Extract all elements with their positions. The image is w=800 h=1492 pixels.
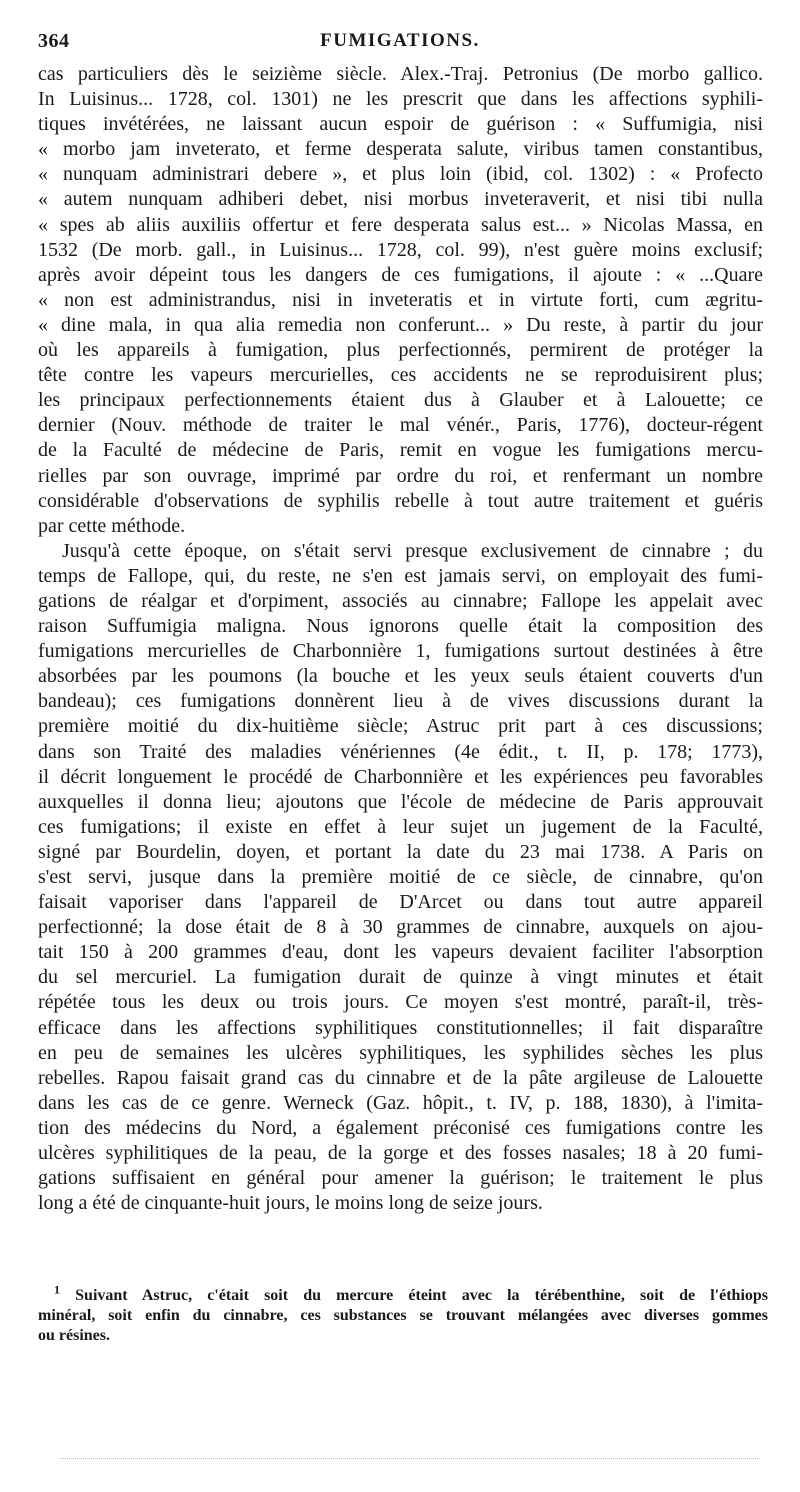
- page-header: [30, 30, 770, 54]
- text-line: ces fumigations; il existe en effet à leur sujet un jugement de la Faculté,: [38, 815, 763, 838]
- text-line: cas particuliers dès le seizième siècle. Alex.-Traj. Petronius (De morbo gallico.: [38, 63, 763, 85]
- text-line: tiques invétérées, ne laissant aucun espoir de guérison : « Suffumigia, nisi: [38, 113, 763, 136]
- text-line: « autem nunquam adhiberi debet, nisi morbus inveteraverit, et nisi tibi nulla: [38, 188, 763, 211]
- text-line: gations de réalgar et d'orpiment, associés au cinnabre; Fallope les appelait avec: [38, 589, 763, 612]
- text-line: dans son Traité des maladies vénériennes (4e édit., t. II, p. 178; 1773),: [38, 740, 763, 763]
- text-line: en peu de semaines les ulcères syphilitiques, les syphilides sèches les plus: [38, 1041, 763, 1064]
- text-line: il décrit longuement le procédé de Charbonnière et les expériences peu favorables: [38, 765, 763, 788]
- text-line: efficace dans les affections syphilitiques constitutionnelles; il fait disparaître: [38, 1016, 763, 1039]
- text-line: faisait vaporiser dans l'appareil de D'Arcet ou dans tout autre appareil: [38, 891, 763, 914]
- footnote-line: minéral, soit enfin du cinnabre, ces substances se trouvant mélangées avec diverses gommes: [38, 1307, 768, 1324]
- text-line: « dine mala, in qua alia remedia non conferunt... » Du reste, à partir du jour: [38, 313, 763, 336]
- text-line: dernier (Nouv. méthode de traiter le mal vénér., Paris, 1776), docteur-régent: [38, 414, 763, 437]
- footnote-text: Suivant Astruc, c'était soit du mercure éteint avec la térébenthine, soit de l'éthiops: [75, 1287, 769, 1304]
- text-line: signé par Bourdelin, doyen, et portant la date du 23 mai 1738. A Paris on: [38, 840, 763, 863]
- text-line: s'est servi, jusque dans la première moitié de ce siècle, de cinnabre, qu'on: [38, 866, 763, 888]
- text-line: fumigations mercurielles de Charbonnière 1, fumigations surtout destinées à être: [38, 640, 763, 663]
- text-line: temps de Fallope, qui, du reste, ne s'en est jamais servi, on employait des fumi-: [38, 564, 763, 587]
- paragraph-start-line: Jusqu'à cette époque, on s'était servi presque exclusivement de cinnabre ; du: [62, 539, 763, 562]
- text-line: « morbo jam inveterato, et ferme desperata salute, viribus tamen constantibus,: [38, 138, 763, 161]
- text-line: première moitié du dix-huitième siècle; Astruc prit part à ces discussions;: [38, 715, 763, 738]
- text-line: tion des médecins du Nord, a également préconisé ces fumigations contre les: [38, 1116, 763, 1139]
- text-line: les principaux perfectionnements étaient dus à Glauber et à Lalouette; ce: [38, 389, 763, 412]
- running-title: FUMIGATIONS.: [320, 30, 480, 51]
- text-line: absorbées par les poumons (la bouche et les yeux seuls étaient couverts d'un: [38, 665, 763, 688]
- text-line: dans les cas de ce genre. Werneck (Gaz. hôpit., t. IV, p. 188, 1830), à l'imita-: [38, 1091, 763, 1114]
- text-line: du sel mercuriel. La fumigation durait de quinze à vingt minutes et était: [38, 966, 763, 989]
- footnote-line: ou résines.: [38, 1327, 110, 1344]
- text-line: tait 150 à 200 grammes d'eau, dont les vapeurs devaient faciliter l'absorption: [38, 941, 763, 964]
- body-text: [38, 62, 763, 1216]
- paragraph-end-line: par cette méthode.: [38, 514, 186, 537]
- text-line: après avoir dépeint tous les dangers de ces fumigations, il ajoute : « ...Quare: [38, 263, 763, 286]
- paragraph-end-line: long a été de cinquante-huit jours, le moins long de seize jours.: [38, 1192, 543, 1215]
- text-line: auxquelles il donna lieu; ajoutons que l'école de médecine de Paris approuvait: [38, 790, 763, 813]
- text-line: « non est administrandus, nisi in inveteratis et in virtute forti, cum ægritu-: [38, 288, 763, 311]
- text-line: rielles par son ouvrage, imprimé par ordre du roi, et renfermant un nombre: [38, 464, 763, 487]
- footnote: [38, 1282, 769, 1346]
- text-line: gations suffisaient en général pour amener la guérison; le traitement le plus: [38, 1167, 763, 1190]
- text-line: considérable d'observations de syphilis rebelle à tout autre traitement et guéris: [38, 489, 763, 512]
- text-line: rebelles. Rapou faisait grand cas du cinnabre et de la pâte argileuse de Lalouette: [38, 1066, 763, 1089]
- text-line: de la Faculté de médecine de Paris, remit en vogue les fumigations mercu-: [38, 439, 763, 462]
- text-line: perfectionné; la dose était de 8 à 30 grammes de cinnabre, auxquels on ajou-: [38, 916, 763, 939]
- text-line: « nunquam administrari debere », et plus loin (ibid, col. 1302) : « Profecto: [38, 163, 763, 186]
- text-line: « spes ab aliis auxiliis offertur et fere desperata salus est... » Nicolas Massa, en: [38, 213, 763, 236]
- page-number: 364: [38, 30, 70, 52]
- text-line: répétée tous les deux ou trois jours. Ce moyen s'est montré, paraît-il, très-: [38, 991, 763, 1014]
- footnote-marker: 1: [54, 1282, 60, 1297]
- text-line: In Luisinus... 1728, col. 1301) ne les prescrit que dans les affections syphili-: [38, 88, 763, 111]
- bottom-divider: [60, 1458, 760, 1459]
- text-line: 1532 (De morb. gall., in Luisinus... 1728, col. 99), n'est guère moins exclusif;: [38, 238, 763, 261]
- text-line: où les appareils à fumigation, plus perfectionnés, permirent de protéger la: [38, 339, 763, 362]
- text-line: ulcères syphilitiques de la peau, de la gorge et des fosses nasales; 18 à 20 fumi-: [38, 1142, 763, 1165]
- text-line: bandeau); ces fumigations donnèrent lieu à de vives discussions durant la: [38, 690, 763, 713]
- footnote-line: [38, 1282, 769, 1306]
- text-line: tête contre les vapeurs mercurielles, ces accidents ne se reproduisirent plus;: [38, 364, 763, 387]
- text-line: raison Suffumigia maligna. Nous ignorons quelle était la composition des: [38, 615, 763, 638]
